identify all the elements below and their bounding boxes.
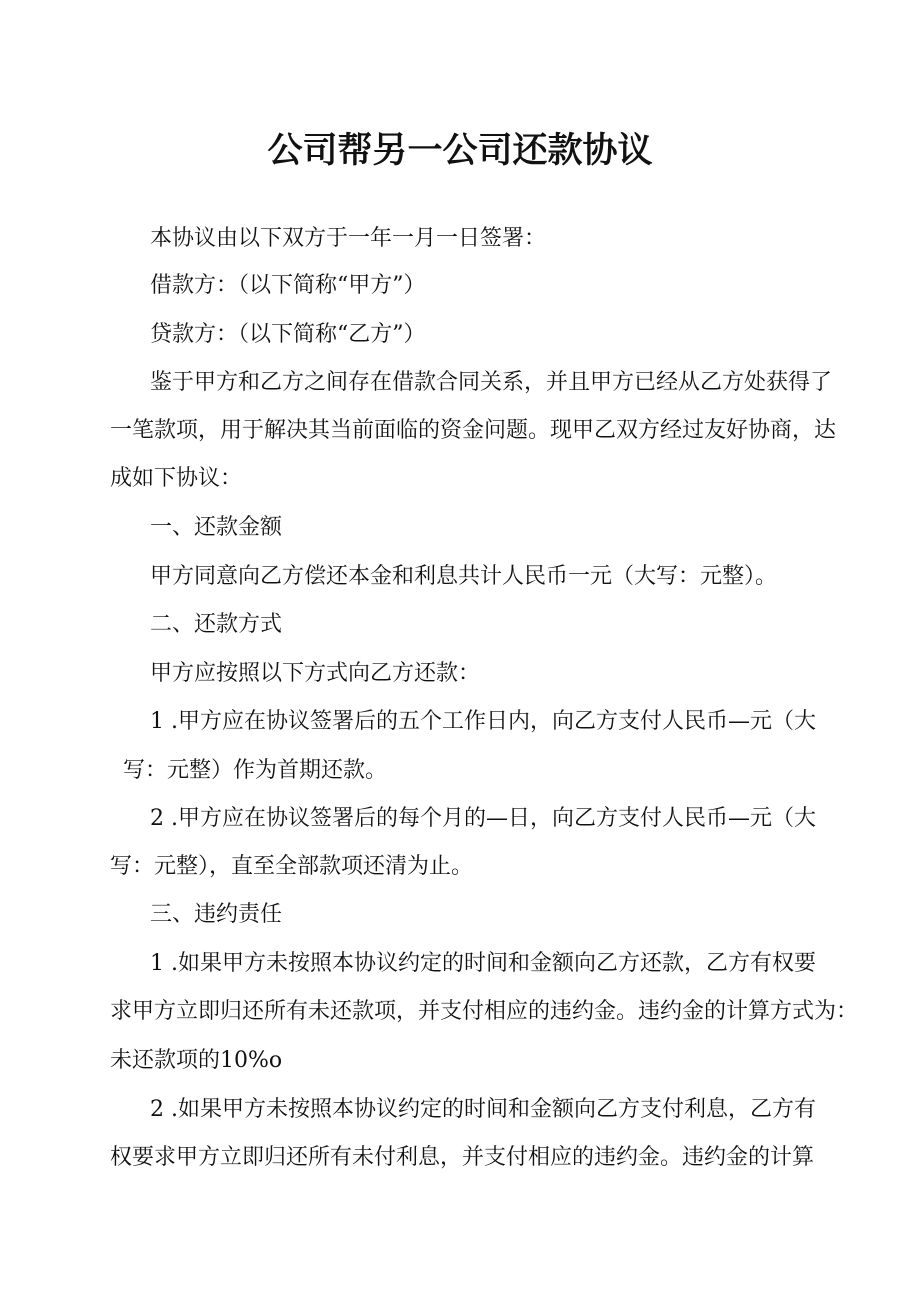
- preamble-line-3: 成如下协议：: [110, 466, 243, 491]
- section-heading-3: 三、违约责任: [150, 902, 283, 927]
- liability-item-1-line-2: 求甲方立即归还所有未还款项，并支付相应的违约金。违约金的计算方式为：: [110, 999, 859, 1024]
- intro-line: 本协议由以下双方于一年一月一日签署：: [150, 226, 547, 251]
- method-item-2-line-1: 2 .甲方应在协议签署后的每个月的—日，向乙方支付人民币—元（大: [150, 806, 816, 831]
- borrower-line: 借款方：（以下简称“甲方”）: [150, 273, 426, 298]
- liability-item-2-line-1: 2 .如果甲方未按照本协议约定的时间和金额向乙方支付利息，乙方有: [150, 1097, 816, 1122]
- document-title: 公司帮另一公司还款协议: [267, 131, 653, 171]
- liability-item-1-line-3: 未还款项的10%o: [110, 1048, 283, 1073]
- liability-item-1-line-1: 1 .如果甲方未按照本协议约定的时间和金额向乙方还款，乙方有权要: [150, 951, 816, 976]
- repayment-amount-line: 甲方同意向乙方偿还本金和利息共计人民币一元（大写：元整）。: [150, 564, 778, 589]
- section-heading-2: 二、还款方式: [150, 612, 283, 637]
- method-item-2-line-2: 写：元整），直至全部款项还清为止。: [110, 854, 474, 879]
- method-item-1-line-1: 1 .甲方应在协议签署后的五个工作日内，向乙方支付人民币—元（大: [150, 709, 816, 734]
- repayment-method-intro: 甲方应按照以下方式向乙方还款：: [150, 661, 481, 686]
- preamble-line-2: 一笔款项，用于解决其当前面临的资金问题。现甲乙双方经过友好协商，达: [110, 418, 837, 443]
- section-heading-1: 一、还款金额: [150, 515, 283, 540]
- liability-item-2-line-2: 权要求甲方立即归还所有未付利息，并支付相应的违约金。违约金的计算: [110, 1145, 815, 1170]
- method-item-1-line-2: 写：元整）作为首期还款。: [123, 758, 388, 783]
- lender-line: 贷款方：（以下简称“乙方”）: [150, 322, 426, 347]
- preamble-line-1: 鉴于甲方和乙方之间存在借款合同关系，并且甲方已经从乙方处获得了: [150, 370, 833, 395]
